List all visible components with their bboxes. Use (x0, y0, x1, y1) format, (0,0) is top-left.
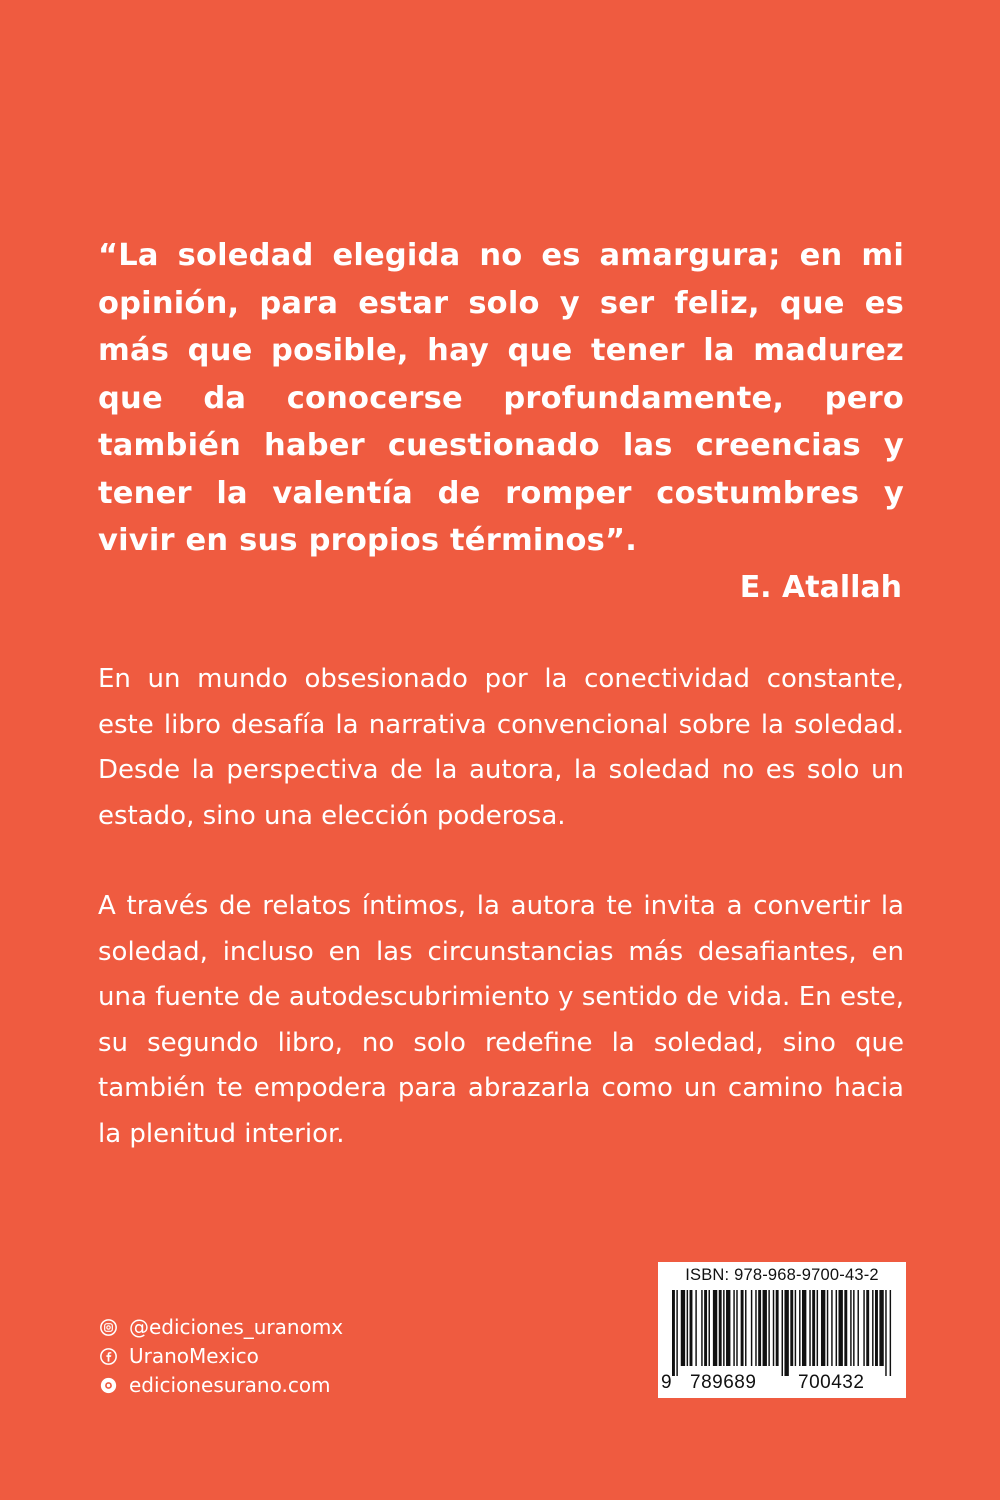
quote-author: E. Atallah (739, 570, 902, 605)
barcode-bar (745, 1290, 746, 1366)
barcode-bar (758, 1290, 761, 1366)
barcode-bar (879, 1290, 883, 1366)
barcode-bar (741, 1290, 744, 1366)
barcode-digits-right: 700432 (798, 1372, 865, 1393)
barcode-bar (790, 1290, 793, 1366)
barcode-bar (827, 1290, 828, 1366)
synopsis-paragraph-1: En un mundo obsesionado por la conectividad constante, este libro desafía la narrativa convencional sobre la soledad. Desde la perspectiva de la autora, la soledad no es solo un estado, sino una elección poderosa. (98, 664, 904, 831)
barcode-bar (704, 1290, 707, 1366)
barcode-digits-left: 789689 (690, 1372, 757, 1393)
social-instagram-label: @ediciones_uranomx (129, 1315, 344, 1339)
barcode-bar (802, 1290, 806, 1366)
barcode-bar (672, 1290, 675, 1376)
barcode-bar (831, 1290, 832, 1366)
barcode-bar (687, 1290, 688, 1366)
barcode-bar (812, 1290, 815, 1366)
barcode-bar (695, 1290, 696, 1366)
social-instagram[interactable] (100, 1313, 343, 1342)
barcode-bar (773, 1290, 774, 1366)
barcode-bar (713, 1290, 717, 1366)
barcode-bar (782, 1290, 783, 1376)
isbn-label: ISBN: 978-968-9700-43-2 (685, 1266, 879, 1284)
barcode-bar (866, 1290, 869, 1366)
barcode-bar (872, 1290, 873, 1366)
barcode-bar (885, 1290, 886, 1376)
barcode-bar (709, 1290, 710, 1366)
barcode-bar (795, 1290, 796, 1366)
barcode-bar (821, 1290, 825, 1366)
barcode-bar (799, 1290, 800, 1366)
barcode-bar (676, 1290, 677, 1376)
barcode-bar (701, 1290, 702, 1366)
barcode-digit-first: 9 (661, 1372, 673, 1393)
barcode-bar (890, 1290, 891, 1376)
instagram-icon (100, 1319, 117, 1336)
barcode-bar (736, 1290, 737, 1366)
barcode-bar (681, 1290, 685, 1366)
social-web[interactable] (100, 1371, 343, 1400)
barcode-bar (850, 1290, 851, 1366)
barcode-bar (751, 1290, 752, 1366)
barcode-bar (853, 1290, 854, 1366)
barcode-bar (836, 1290, 837, 1366)
barcode-bars (672, 1290, 894, 1376)
barcode-bar (875, 1290, 878, 1366)
barcode-bar (776, 1290, 779, 1366)
social-web-label: edicionesurano.com (129, 1373, 331, 1397)
barcode-bar (839, 1290, 843, 1366)
barcode-bar (690, 1290, 693, 1366)
barcode-bar (857, 1290, 858, 1366)
social-facebook-label: UranoMexico (129, 1344, 259, 1368)
barcode-bar (817, 1290, 818, 1366)
barcode-bar (784, 1290, 788, 1376)
barcode-bar (719, 1290, 722, 1366)
barcode-bar (809, 1290, 810, 1366)
isbn-barcode (658, 1262, 906, 1398)
barcode-bar (733, 1290, 734, 1366)
barcode-bar (726, 1290, 730, 1366)
barcode-bar (763, 1290, 767, 1366)
web-icon (100, 1377, 117, 1394)
barcode-bar (723, 1290, 724, 1366)
barcode-bar (844, 1290, 847, 1366)
barcode-bar (768, 1290, 769, 1366)
barcode-bar (863, 1290, 864, 1366)
social-facebook[interactable] (100, 1342, 343, 1371)
barcode-bar (755, 1290, 756, 1366)
social-links (100, 1313, 343, 1400)
back-cover-quote: “La soledad elegida no es amargura; en mi opinión, para estar solo y ser feliz, que es más que posible, hay que tener la madurez que da conocerse profundamente, pero también haber cuestionado las creencias y tener la valentía de romper costumbres y vivir en sus propios términos”. (98, 238, 904, 558)
facebook-icon (100, 1348, 117, 1365)
synopsis-paragraph-2: A través de relatos íntimos, la autora te invita a convertir la soledad, incluso en las circunstancias más desafiantes, en una fuente de autodescubrimiento y sentido de vida. En este, su segundo libro, no solo redefine la soledad, sino que también te empodera para abrazarla como un camino hacia la plenitud interior. (98, 891, 904, 1149)
